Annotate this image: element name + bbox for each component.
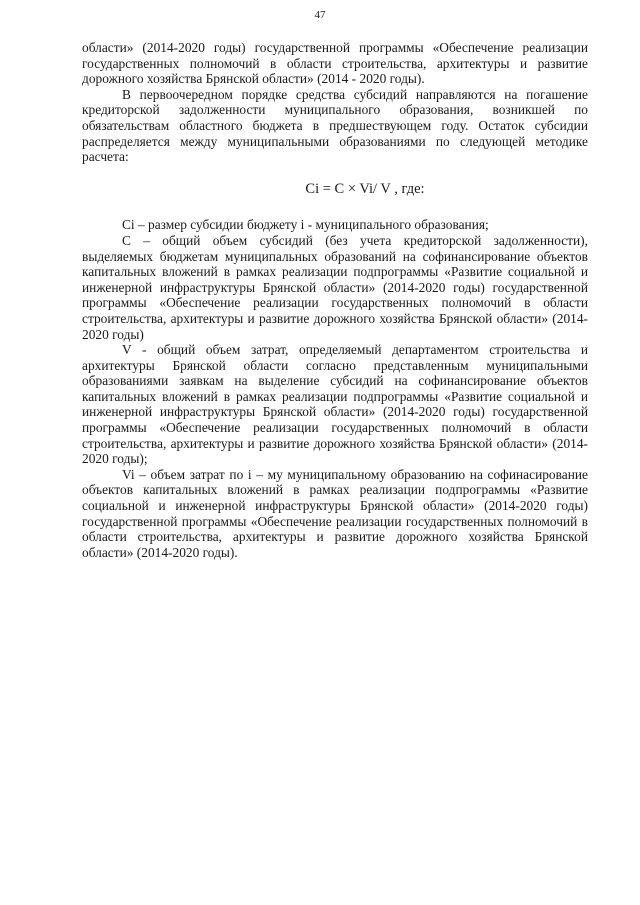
document-body xyxy=(82,40,588,560)
definition-v: V - общий объем затрат, определяемый департаментом строительства и архитектуры Брянской области согласно представленным муниципальными образованиями заявкам на выделение субсидий на софинансирование объектов капитальных вложений в рамках реализации подпрограммы «Развитие социальной и инженерной инфраструктуры Брянской области» (2014-2020 годы) государственной программы «Обеспечение реализации государственных полномочий в области строительства, архитектуры и развитие дорожного хозяйства Брянской области» (2014-2020 годы); xyxy=(82,342,588,467)
definition-vi: Vi – объем затрат по i – му муниципальному образованию на софинасирование объектов капитальных вложений в рамках реализации подпрограммы «Развитие социальной и инженерной инфраструктуры Брянской области» (2014-2020 годы) государственной программы «Обеспечение реализации государственных полномочий в области строительства, архитектуры и развитие дорожного хозяйства Брянской области» (2014-2020 годы). xyxy=(82,466,588,560)
paragraph-method-intro: В первоочередном порядке средства субсидий направляются на погашение кредиторской задолженности муниципального образования, возникшей по обязательствам областного бюджета в предшествующем году. Остаток субсидии распределяется между муниципальными образованиями по следующей методике расчета: xyxy=(82,86,588,165)
definition-c: С – общий объем субсидий (без учета кредиторской задолженности), выделяемых бюджетам муниципальных образований на софинансирование объектов капитальных вложений в рамках реализации подпрограммы «Развитие социальной и инженерной инфраструктуры Брянской области» (2014-2020 годы) государственной программы «Обеспечение реализации государственных полномочий в области строительства, архитектуры и развитие дорожного хозяйства Брянской области» (2014-2020 годы) xyxy=(82,232,588,342)
paragraph-continuation: области» (2014-2020 годы) государственной программы «Обеспечение реализации государственных полномочий в области строительства, архитектуры и развитие дорожного хозяйства Брянской области» (2014 - 2020 годы). xyxy=(82,40,588,87)
page-number: 47 xyxy=(314,9,326,21)
formula: Ci = C × Vi/ V , где: xyxy=(305,180,425,197)
definition-ci: Ci – размер субсидии бюджету i - муниципального образования; xyxy=(122,217,489,233)
